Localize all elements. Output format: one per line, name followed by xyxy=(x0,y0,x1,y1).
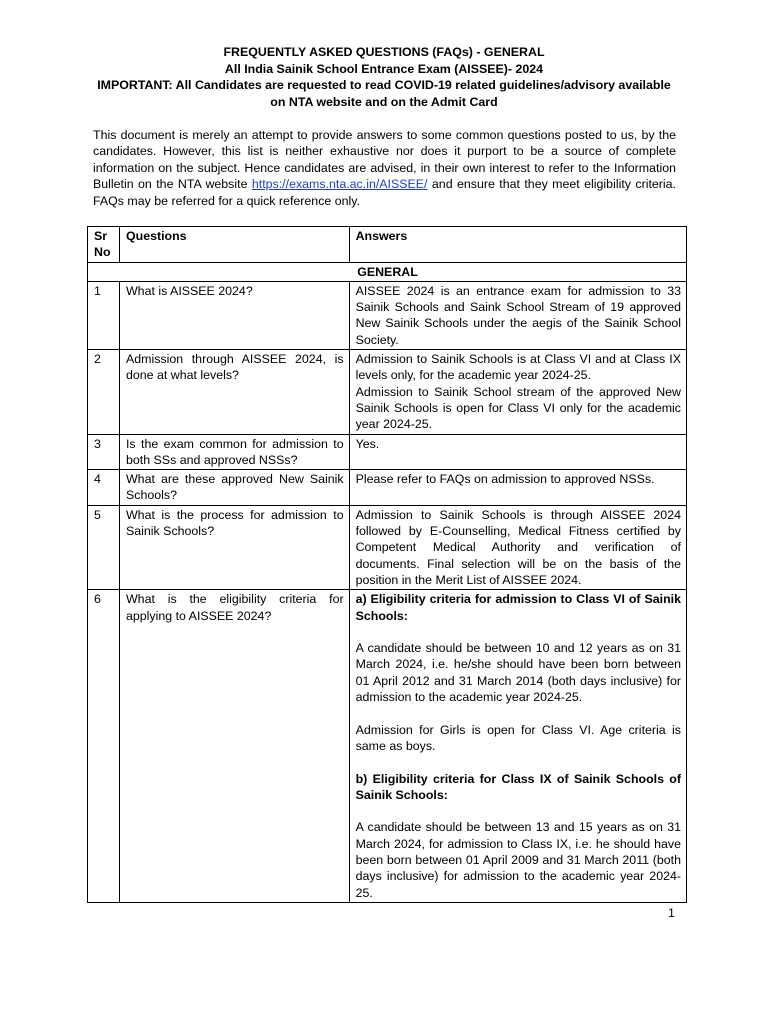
row-sr: 5 xyxy=(88,505,120,589)
header-important-notice-cont: on NTA website and on the Admit Card xyxy=(270,94,498,109)
page-number: 1 xyxy=(668,906,675,920)
eligibility-class-ix-heading: b) Eligibility criteria for Class IX of Sainik Schools of Sainik Schools: xyxy=(355,771,681,802)
document-header xyxy=(60,44,708,110)
row-sr: 2 xyxy=(88,350,120,434)
row-answer xyxy=(349,590,686,903)
answer-paragraph: A candidate should be between 13 and 15 years as on 31 March 2024, for admission to Class IX, i.e. he should have been born between 01 April 2009 and 31 March 2011 (both days inclusive) for admission to the academic year 2024-25. xyxy=(355,820,681,900)
answer-paragraph: Admission to Sainik Schools is at Class VI and at Class IX levels only, for the academic year 2024-25. xyxy=(355,352,681,383)
row-sr: 6 xyxy=(88,590,120,903)
nta-website-link[interactable]: https://exams.nta.ac.in/AISSEE/ xyxy=(251,177,428,192)
faq-table xyxy=(87,226,687,903)
table-row xyxy=(88,505,687,589)
header-important-notice: IMPORTANT: All Candidates are requested to read COVID-19 related guidelines/advisory available xyxy=(97,78,671,93)
row-answer: Admission to Sainik Schools is through AISSEE 2024 followed by E-Counselling, Medical Fitness certified by Competent Medical Authority and verification of documents. Final selection will be on the basis of the position in the Merit List of AISSEE 2024. xyxy=(349,505,686,589)
row-question: Is the exam common for admission to both SSs and approved NSSs? xyxy=(119,434,349,470)
table-row xyxy=(88,590,687,903)
intro-paragraph xyxy=(93,127,676,209)
table-header-row xyxy=(88,227,687,263)
answer-paragraph: Admission to Sainik School stream of the approved New Sainik Schools is open for Class VI only for the academic year 2024-25. xyxy=(355,384,681,432)
header-title: FREQUENTLY ASKED QUESTIONS (FAQs) - GENERAL xyxy=(223,45,545,59)
table-row xyxy=(88,434,687,470)
section-row xyxy=(88,262,687,281)
row-answer: Please refer to FAQs on admission to approved NSSs. xyxy=(349,470,686,506)
header-answers: Answers xyxy=(349,227,686,263)
table-row xyxy=(88,470,687,506)
row-answer: Yes. xyxy=(349,434,686,470)
table-row xyxy=(88,350,687,434)
row-answer: AISSEE 2024 is an entrance exam for admission to 33 Sainik Schools and Saink School Stream of 19 approved New Sainik Schools under the aegis of the Sainik School Society. xyxy=(349,281,686,349)
row-answer xyxy=(349,350,686,434)
row-question: What are these approved New Sainik Schools? xyxy=(119,470,349,506)
intro-text: This document is merely an attempt to provide answers to some common questions posted to us, by the candidates. However, this list is neither exhaustive nor does it purport to be a source of complete information on the subject. Hence candidates are advised, in their own interest to refer to the Information Bulletin on the NTA website xyxy=(93,128,676,192)
row-sr: 3 xyxy=(88,434,120,470)
intro-text-end: and ensure that they meet eligibility criteria. FAQs may be referred for a quick reference only. xyxy=(93,177,676,208)
row-question: What is the eligibility criteria for applying to AISSEE 2024? xyxy=(119,590,349,903)
row-question: Admission through AISSEE 2024, is done at what levels? xyxy=(119,350,349,434)
section-title: GENERAL xyxy=(88,262,687,281)
eligibility-class-vi-heading: a) Eligibility criteria for admission to Class VI of Sainik Schools: xyxy=(355,592,681,623)
answer-paragraph: Admission for Girls is open for Class VI. Age criteria is same as boys. xyxy=(355,722,681,753)
table-row xyxy=(88,281,687,349)
header-sr-no: Sr No xyxy=(88,227,120,263)
header-questions: Questions xyxy=(119,227,349,263)
header-exam-name: All India Sainik School Entrance Exam (AISSEE)- 2024 xyxy=(224,61,544,76)
row-question: What is AISSEE 2024? xyxy=(119,281,349,349)
row-sr: 4 xyxy=(88,470,120,506)
row-sr: 1 xyxy=(88,281,120,349)
answer-paragraph: A candidate should be between 10 and 12 years as on 31 March 2024, i.e. he/she should have been born between 01 April 2012 and 31 March 2014 (both days inclusive) for admission to the academic year 2024-25. xyxy=(355,641,681,705)
row-question: What is the process for admission to Sainik Schools? xyxy=(119,505,349,589)
